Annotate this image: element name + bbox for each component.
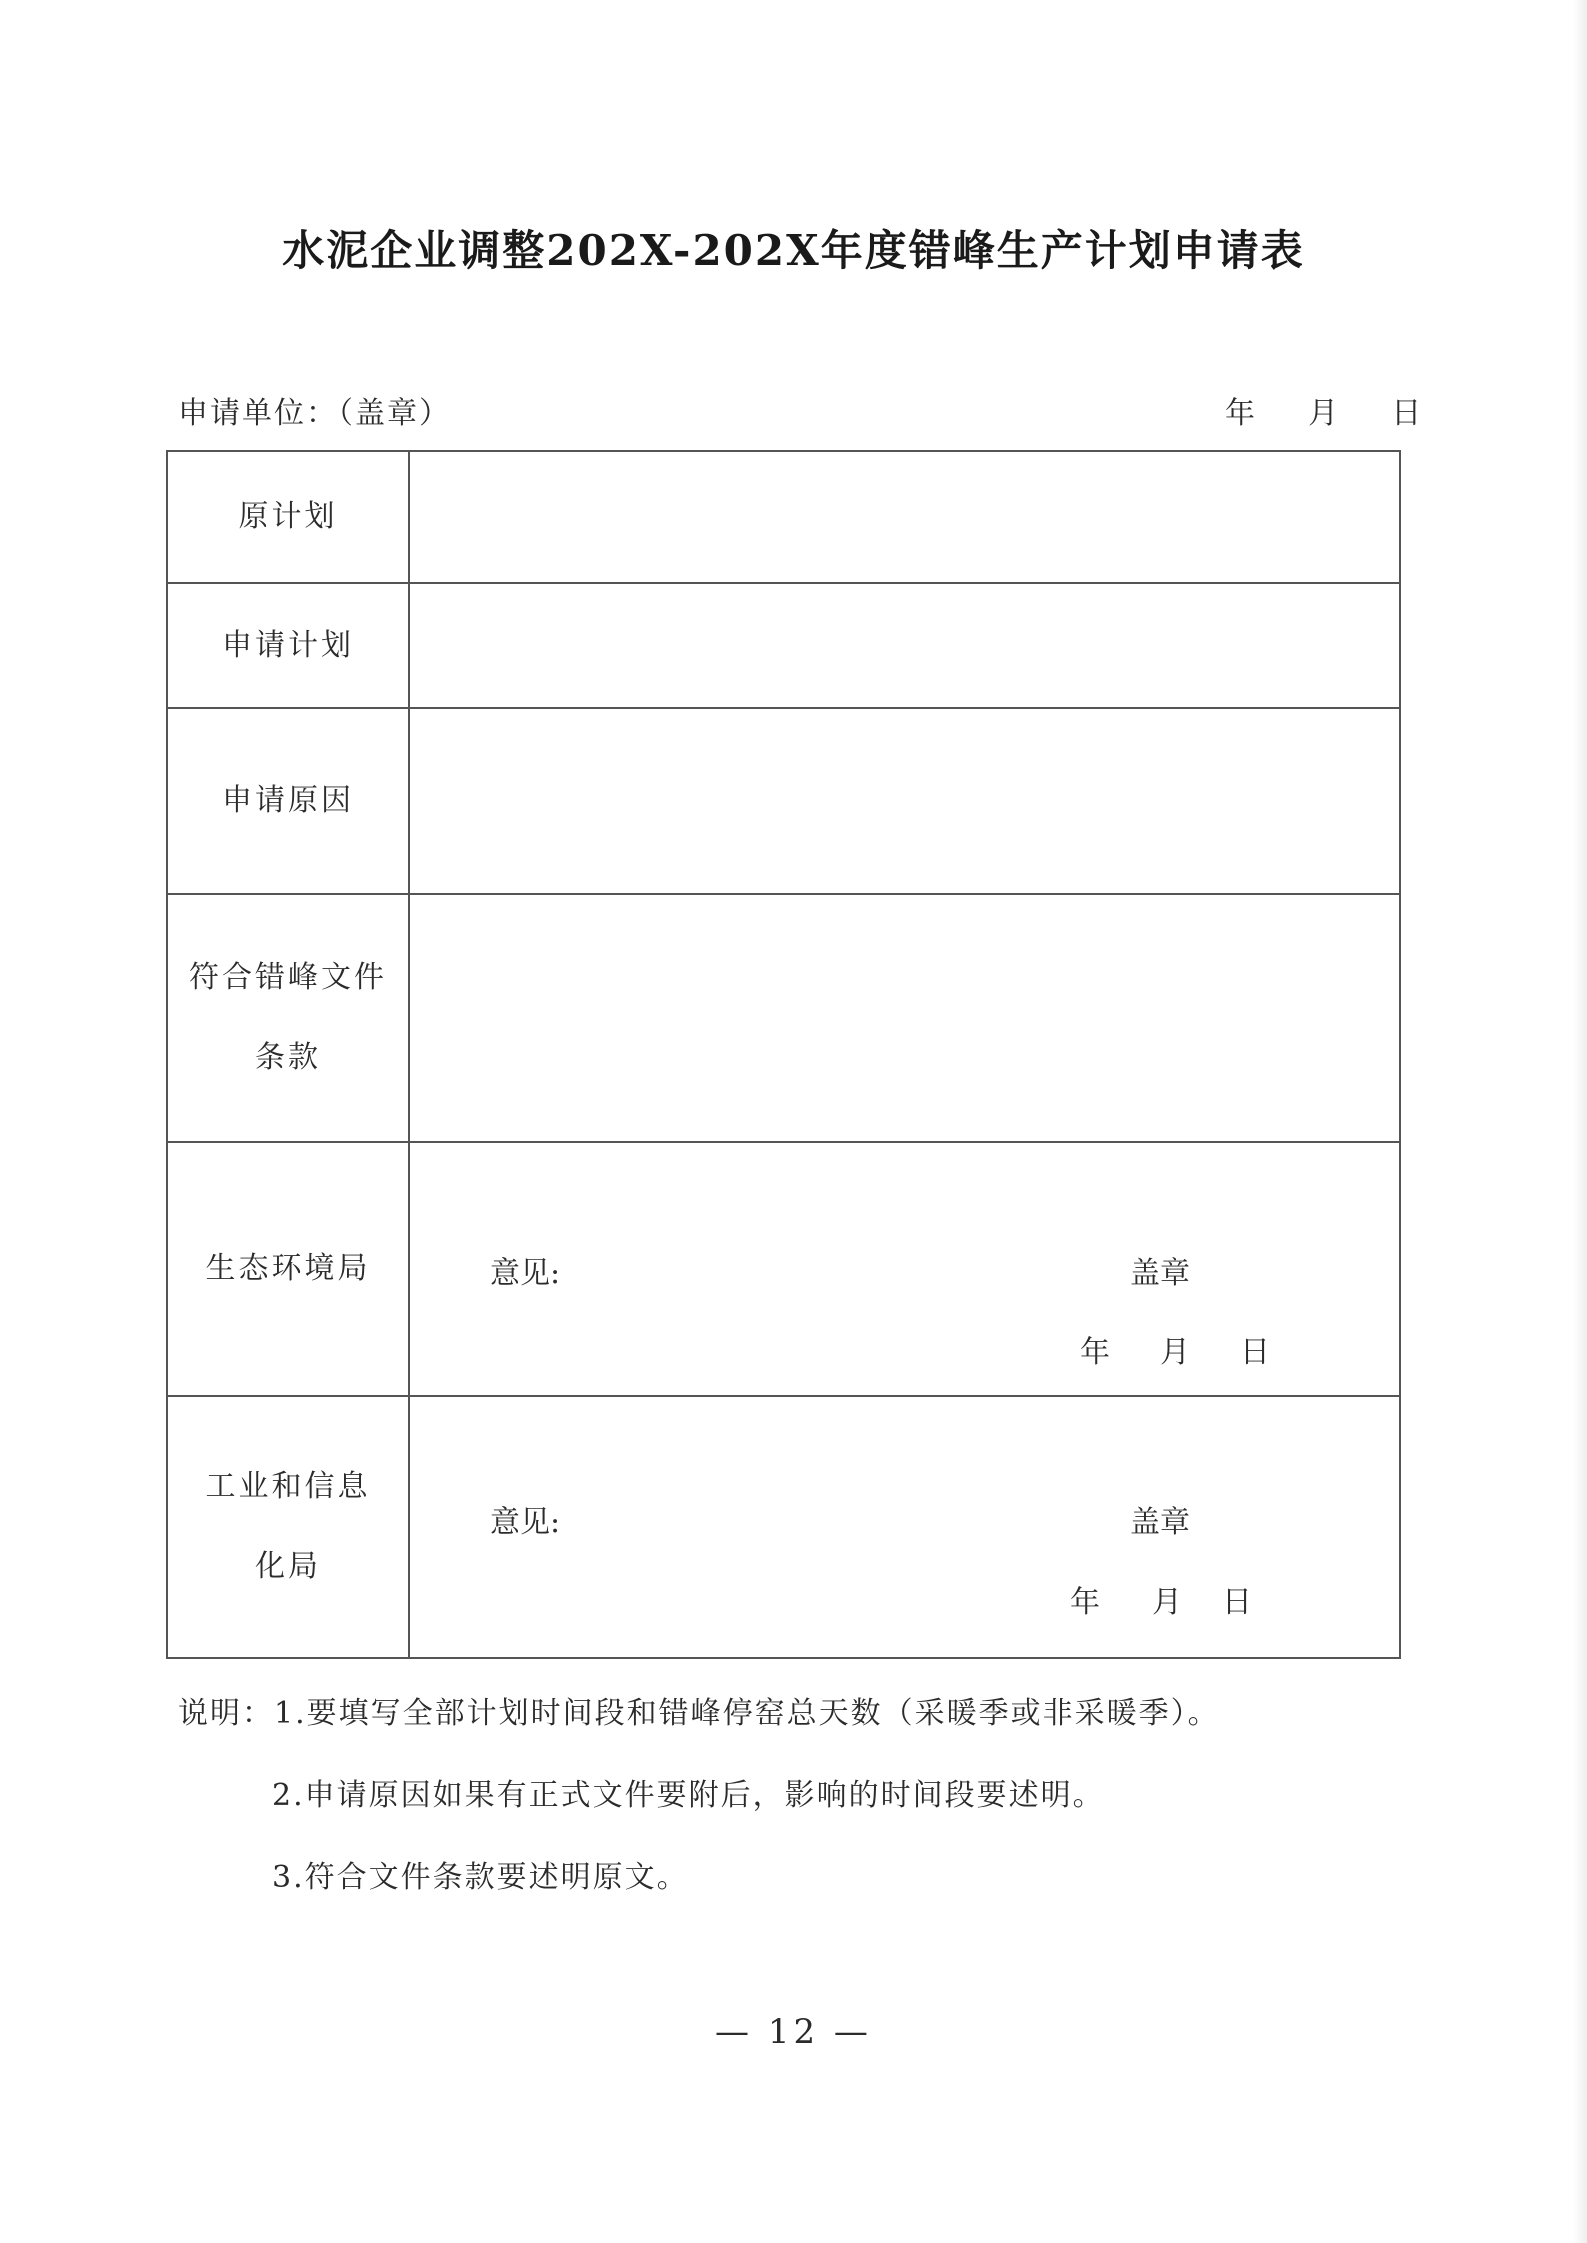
table-row-clauses: [167, 894, 1400, 1142]
page-edge-shadow: [1573, 0, 1587, 2243]
compliance-clause-label: [167, 894, 409, 1142]
header-date-year: 年: [1225, 396, 1255, 431]
industry-bureau-date-day: 日: [1222, 1585, 1252, 1620]
compliance-clause-label-line1: 符合错峰文件: [189, 960, 387, 995]
ecology-bureau-opinion-field[interactable]: [409, 1142, 1400, 1396]
page-number: — 12 —: [715, 2012, 872, 2052]
original-plan-label: 原计划: [167, 451, 409, 583]
industry-bureau-seal-label: 盖章: [1130, 1505, 1190, 1540]
industry-bureau-date-month: 月: [1152, 1585, 1182, 1620]
applied-plan-field[interactable]: [409, 583, 1400, 708]
original-plan-field[interactable]: [409, 451, 1400, 583]
table-row-industry-bureau: [167, 1396, 1400, 1658]
note-line-2: 2.申请原因如果有正式文件要附后，影响的时间段要述明。: [272, 1778, 1105, 1813]
application-reason-field[interactable]: [409, 708, 1400, 894]
note-line-3: 3.符合文件条款要述明原文。: [272, 1860, 689, 1895]
table-row-original-plan: [167, 451, 1400, 583]
compliance-clause-label-line2: 条款: [255, 1040, 321, 1075]
document-title: 水泥企业调整202X-202X年度错峰生产计划申请表: [282, 226, 1305, 275]
application-reason-label: 申请原因: [167, 708, 409, 894]
note-line-1: 说明：1.要填写全部计划时间段和错峰停窑总天数（采暖季或非采暖季）。: [178, 1696, 1220, 1731]
industry-bureau-label: [167, 1396, 409, 1658]
compliance-clause-field[interactable]: [409, 894, 1400, 1142]
ecology-bureau-date-day: 日: [1240, 1335, 1270, 1370]
table-row-reason: [167, 708, 1400, 894]
industry-bureau-label-line1: 工业和信息: [205, 1469, 371, 1504]
ecology-bureau-date-year: 年: [1080, 1335, 1110, 1370]
applied-plan-label: 申请计划: [167, 583, 409, 708]
header-date: [1225, 388, 1421, 432]
industry-bureau-opinion-field[interactable]: [409, 1396, 1400, 1658]
ecology-bureau-label: 生态环境局: [167, 1142, 409, 1396]
table-row-applied-plan: [167, 583, 1400, 708]
industry-bureau-date-year: 年: [1070, 1585, 1100, 1620]
ecology-bureau-date-month: 月: [1160, 1335, 1190, 1370]
header-date-month: 月: [1308, 396, 1339, 431]
header-date-day: 日: [1391, 396, 1422, 431]
industry-bureau-opinion-label: 意见:: [490, 1505, 561, 1540]
ecology-bureau-seal-label: 盖章: [1130, 1256, 1190, 1291]
industry-bureau-label-line2: 化局: [255, 1549, 321, 1584]
application-form-table: [166, 450, 1401, 1659]
ecology-bureau-opinion-label: 意见:: [490, 1256, 561, 1291]
applicant-unit-label: 申请单位：（盖章）: [178, 396, 451, 431]
table-row-ecology-bureau: [167, 1142, 1400, 1396]
